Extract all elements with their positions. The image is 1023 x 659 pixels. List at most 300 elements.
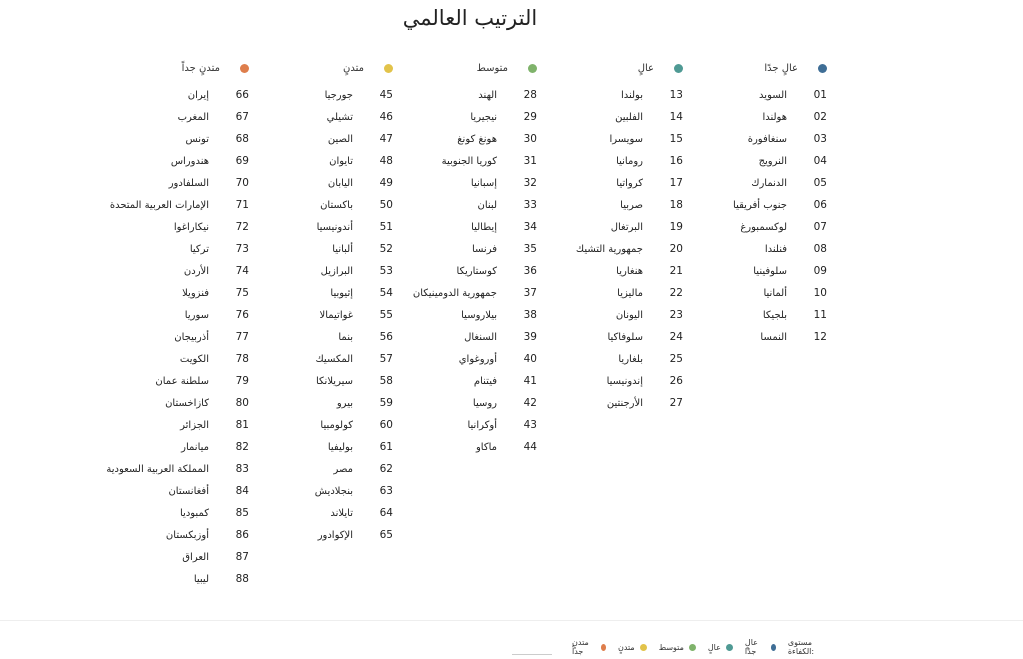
rank-number: 82 bbox=[235, 441, 249, 453]
level-label: متدنٍ جداً bbox=[181, 62, 220, 74]
country-name: تايوان bbox=[329, 155, 353, 167]
country-name: السويد bbox=[759, 89, 787, 101]
rank-number: 21 bbox=[669, 265, 683, 277]
country-name: أندونيسيا bbox=[316, 221, 353, 233]
ranking-row bbox=[523, 260, 683, 282]
rank-number: 77 bbox=[235, 331, 249, 343]
country-name: هولندا bbox=[762, 111, 787, 123]
country-name: هنغاريا bbox=[616, 265, 643, 277]
rank-number: 14 bbox=[669, 111, 683, 123]
rank-number: 18 bbox=[669, 199, 683, 211]
ranking-columns bbox=[0, 58, 1023, 598]
level-header bbox=[377, 58, 537, 78]
country-name: كوريا الجنوبية bbox=[441, 155, 497, 167]
country-name: فنلندا bbox=[764, 243, 787, 255]
country-name: إثيوبيا bbox=[330, 287, 353, 299]
footer-divider bbox=[0, 620, 1023, 621]
ranking-row bbox=[377, 414, 537, 436]
rank-number: 52 bbox=[379, 243, 393, 255]
ranking-row bbox=[89, 260, 249, 282]
country-name: أوكرانيا bbox=[467, 419, 497, 431]
country-name: سيريلانكا bbox=[315, 375, 353, 387]
legend-label: عالٍ bbox=[707, 642, 721, 652]
rank-number: 12 bbox=[813, 331, 827, 343]
ranking-list bbox=[667, 84, 827, 348]
country-name: الفلبين bbox=[615, 111, 643, 123]
legend-label: عالٍ جدًا bbox=[744, 638, 758, 656]
ranking-row bbox=[377, 172, 537, 194]
rank-number: 78 bbox=[235, 353, 249, 365]
country-name: بلغاريا bbox=[618, 353, 643, 365]
ranking-row bbox=[667, 150, 827, 172]
rank-number: 56 bbox=[379, 331, 393, 343]
country-name: إندونيسيا bbox=[606, 375, 643, 387]
country-name: أوزبكستان bbox=[165, 529, 209, 541]
ranking-row bbox=[89, 568, 249, 590]
ranking-list bbox=[523, 84, 683, 414]
ranking-row bbox=[89, 128, 249, 150]
country-name: تونس bbox=[185, 133, 209, 145]
rank-number: 03 bbox=[813, 133, 827, 145]
country-name: سويسرا bbox=[609, 133, 643, 145]
ranking-row bbox=[89, 502, 249, 524]
ranking-row bbox=[523, 150, 683, 172]
ranking-row bbox=[89, 106, 249, 128]
rank-number: 28 bbox=[523, 89, 537, 101]
country-name: سلوفينيا bbox=[753, 265, 787, 277]
level-column-very-low bbox=[89, 58, 249, 590]
ranking-row bbox=[233, 414, 393, 436]
country-name: إيطاليا bbox=[471, 221, 497, 233]
ranking-row bbox=[523, 106, 683, 128]
ranking-row bbox=[233, 282, 393, 304]
ranking-row bbox=[523, 128, 683, 150]
ranking-row bbox=[233, 502, 393, 524]
ranking-row bbox=[523, 370, 683, 392]
rank-number: 49 bbox=[379, 177, 393, 189]
level-header bbox=[233, 58, 393, 78]
country-name: جمهورية التشيك bbox=[575, 243, 643, 255]
ranking-row bbox=[377, 370, 537, 392]
ranking-row bbox=[233, 458, 393, 480]
rank-number: 61 bbox=[379, 441, 393, 453]
rank-number: 64 bbox=[379, 507, 393, 519]
ranking-row bbox=[89, 238, 249, 260]
ranking-row bbox=[89, 480, 249, 502]
ranking-row bbox=[667, 326, 827, 348]
ranking-row bbox=[89, 524, 249, 546]
ranking-row bbox=[89, 326, 249, 348]
country-name: كمبوديا bbox=[179, 507, 209, 519]
rank-number: 47 bbox=[379, 133, 393, 145]
rank-number: 59 bbox=[379, 397, 393, 409]
country-name: بيلاروسيا bbox=[461, 309, 497, 321]
ranking-list bbox=[377, 84, 537, 458]
rank-number: 63 bbox=[379, 485, 393, 497]
country-name: ألبانيا bbox=[332, 243, 353, 255]
level-column-very-high bbox=[667, 58, 827, 348]
legend-dot bbox=[601, 644, 606, 651]
ranking-row bbox=[667, 172, 827, 194]
ranking-row bbox=[523, 348, 683, 370]
ranking-row bbox=[523, 238, 683, 260]
rank-number: 24 bbox=[669, 331, 683, 343]
rank-number: 83 bbox=[235, 463, 249, 475]
rank-number: 71 bbox=[235, 199, 249, 211]
country-name: جمهورية الدومينيكان bbox=[412, 287, 497, 299]
country-name: نيجيريا bbox=[470, 111, 497, 123]
legend-label: متدنٍ جداً bbox=[572, 638, 589, 656]
country-name: بلجيكا bbox=[762, 309, 787, 321]
ranking-row bbox=[377, 238, 537, 260]
country-name: مصر bbox=[333, 463, 353, 475]
country-name: تشيلي bbox=[326, 111, 353, 123]
ranking-row bbox=[89, 436, 249, 458]
ranking-row bbox=[233, 106, 393, 128]
ranking-list bbox=[233, 84, 393, 546]
ranking-row bbox=[667, 84, 827, 106]
country-name: بوليفيا bbox=[327, 441, 353, 453]
country-name: بولندا bbox=[620, 89, 643, 101]
level-header bbox=[523, 58, 683, 78]
country-name: صربيا bbox=[620, 199, 643, 211]
country-name: البرتغال bbox=[610, 221, 643, 233]
ranking-row bbox=[377, 194, 537, 216]
legend-label: متدنٍ bbox=[617, 642, 635, 652]
country-name: العراق bbox=[182, 551, 209, 563]
rank-number: 68 bbox=[235, 133, 249, 145]
footer-underline bbox=[512, 654, 552, 655]
rank-number: 32 bbox=[523, 177, 537, 189]
country-name: فيتنام bbox=[473, 375, 497, 387]
ranking-row bbox=[377, 282, 537, 304]
country-name: بنجلاديش bbox=[314, 485, 353, 497]
ranking-row bbox=[233, 348, 393, 370]
rank-number: 07 bbox=[813, 221, 827, 233]
rank-number: 81 bbox=[235, 419, 249, 431]
ranking-row bbox=[667, 216, 827, 238]
rank-number: 40 bbox=[523, 353, 537, 365]
rank-number: 60 bbox=[379, 419, 393, 431]
legend-dot bbox=[640, 644, 647, 651]
level-column-low bbox=[233, 58, 393, 546]
level-dot bbox=[674, 64, 683, 73]
ranking-row bbox=[667, 238, 827, 260]
country-name: باكستان bbox=[320, 199, 353, 211]
rank-number: 36 bbox=[523, 265, 537, 277]
country-name: غواتيمالا bbox=[319, 309, 353, 321]
ranking-row bbox=[377, 436, 537, 458]
rank-number: 08 bbox=[813, 243, 827, 255]
ranking-row bbox=[377, 304, 537, 326]
country-name: روسيا bbox=[472, 397, 497, 409]
country-name: بيرو bbox=[336, 397, 353, 409]
ranking-row bbox=[667, 194, 827, 216]
ranking-row bbox=[233, 392, 393, 414]
country-name: سلطنة عمان bbox=[155, 375, 209, 387]
rank-number: 10 bbox=[813, 287, 827, 299]
ranking-row bbox=[233, 238, 393, 260]
ranking-row bbox=[89, 392, 249, 414]
ranking-row bbox=[89, 84, 249, 106]
rank-number: 80 bbox=[235, 397, 249, 409]
rank-number: 51 bbox=[379, 221, 393, 233]
ranking-row bbox=[523, 304, 683, 326]
rank-number: 85 bbox=[235, 507, 249, 519]
country-name: سوريا bbox=[184, 309, 209, 321]
rank-number: 16 bbox=[669, 155, 683, 167]
rank-number: 88 bbox=[235, 573, 249, 585]
ranking-row bbox=[233, 172, 393, 194]
rank-number: 45 bbox=[379, 89, 393, 101]
level-header bbox=[667, 58, 827, 78]
country-name: إسبانيا bbox=[470, 177, 497, 189]
country-name: هندوراس bbox=[170, 155, 209, 167]
legend-item-high bbox=[708, 643, 733, 652]
country-name: هونغ كونغ bbox=[457, 133, 497, 145]
legend-dot bbox=[726, 644, 733, 651]
ranking-row bbox=[89, 304, 249, 326]
ranking-row bbox=[233, 216, 393, 238]
level-label: عالٍ bbox=[637, 62, 654, 74]
rank-number: 39 bbox=[523, 331, 537, 343]
country-name: الإكوادور bbox=[317, 529, 353, 541]
rank-number: 53 bbox=[379, 265, 393, 277]
rank-number: 05 bbox=[813, 177, 827, 189]
ranking-row bbox=[233, 524, 393, 546]
country-name: النمسا bbox=[760, 331, 787, 343]
ranking-row bbox=[89, 370, 249, 392]
rank-number: 72 bbox=[235, 221, 249, 233]
chart-title: الترتيب العالمي bbox=[402, 6, 538, 30]
legend-item-moderate bbox=[659, 643, 696, 652]
ranking-row bbox=[89, 414, 249, 436]
ranking-row bbox=[89, 216, 249, 238]
rank-number: 62 bbox=[379, 463, 393, 475]
ranking-row bbox=[377, 216, 537, 238]
level-dot bbox=[240, 64, 249, 73]
ranking-row bbox=[377, 150, 537, 172]
ranking-row bbox=[667, 106, 827, 128]
ranking-row bbox=[233, 150, 393, 172]
ranking-row bbox=[667, 304, 827, 326]
ranking-row bbox=[667, 260, 827, 282]
rank-number: 50 bbox=[379, 199, 393, 211]
country-name: الإمارات العربية المتحدة bbox=[109, 199, 209, 211]
rank-number: 35 bbox=[523, 243, 537, 255]
level-dot bbox=[818, 64, 827, 73]
rank-number: 87 bbox=[235, 551, 249, 563]
rank-number: 37 bbox=[523, 287, 537, 299]
ranking-row bbox=[233, 304, 393, 326]
rank-number: 25 bbox=[669, 353, 683, 365]
country-name: الهند bbox=[478, 89, 497, 101]
ranking-row bbox=[523, 172, 683, 194]
country-name: كرواتيا bbox=[616, 177, 643, 189]
country-name: الصين bbox=[327, 133, 353, 145]
rank-number: 06 bbox=[813, 199, 827, 211]
country-name: تايلاند bbox=[330, 507, 353, 519]
country-name: ألمانيا bbox=[763, 287, 787, 299]
country-name: السلفادور bbox=[168, 177, 209, 189]
ranking-row bbox=[89, 150, 249, 172]
ranking-row bbox=[377, 348, 537, 370]
ranking-row bbox=[377, 260, 537, 282]
rank-number: 73 bbox=[235, 243, 249, 255]
country-name: الأردن bbox=[183, 265, 209, 277]
legend-dot bbox=[689, 644, 696, 651]
legend-item-very-high bbox=[745, 638, 776, 656]
country-name: السنغال bbox=[464, 331, 497, 343]
ranking-row bbox=[523, 326, 683, 348]
legend-item-very-low bbox=[572, 638, 606, 656]
rank-number: 43 bbox=[523, 419, 537, 431]
ranking-row bbox=[523, 194, 683, 216]
rank-number: 74 bbox=[235, 265, 249, 277]
country-name: الدنمارك bbox=[751, 177, 787, 189]
ranking-row bbox=[233, 326, 393, 348]
ranking-row bbox=[89, 458, 249, 480]
ranking-row bbox=[377, 84, 537, 106]
rank-number: 22 bbox=[669, 287, 683, 299]
country-name: اليونان bbox=[615, 309, 643, 321]
ranking-row bbox=[89, 172, 249, 194]
rank-number: 11 bbox=[813, 309, 827, 321]
ranking-row bbox=[233, 128, 393, 150]
country-name: كولومبيا bbox=[320, 419, 353, 431]
country-name: جورجيا bbox=[324, 89, 353, 101]
country-name: جنوب أفريقيا bbox=[733, 199, 787, 211]
country-name: المغرب bbox=[177, 111, 209, 123]
ranking-row bbox=[89, 348, 249, 370]
rank-number: 46 bbox=[379, 111, 393, 123]
rank-number: 15 bbox=[669, 133, 683, 145]
rank-number: 42 bbox=[523, 397, 537, 409]
country-name: ليبيا bbox=[193, 573, 209, 585]
ranking-row bbox=[667, 282, 827, 304]
country-name: الجزائر bbox=[180, 419, 209, 431]
country-name: الأرجنتين bbox=[606, 397, 643, 409]
rank-number: 79 bbox=[235, 375, 249, 387]
ranking-row bbox=[89, 546, 249, 568]
rank-number: 44 bbox=[523, 441, 537, 453]
country-name: لبنان bbox=[477, 199, 497, 211]
ranking-row bbox=[89, 194, 249, 216]
rank-number: 31 bbox=[523, 155, 537, 167]
country-name: أفغانستان bbox=[168, 485, 209, 497]
country-name: إيران bbox=[187, 89, 209, 101]
country-name: البرازيل bbox=[320, 265, 353, 277]
rank-number: 29 bbox=[523, 111, 537, 123]
country-name: ميانمار bbox=[181, 441, 209, 453]
rank-number: 66 bbox=[235, 89, 249, 101]
rank-number: 13 bbox=[669, 89, 683, 101]
country-name: رومانيا bbox=[616, 155, 643, 167]
rank-number: 65 bbox=[379, 529, 393, 541]
ranking-row bbox=[523, 392, 683, 414]
rank-number: 48 bbox=[379, 155, 393, 167]
rank-number: 02 bbox=[813, 111, 827, 123]
rank-number: 75 bbox=[235, 287, 249, 299]
level-label: عالٍ جدًا bbox=[764, 62, 798, 74]
rank-number: 54 bbox=[379, 287, 393, 299]
country-name: كازاخستان bbox=[165, 397, 209, 409]
legend-label: متوسط bbox=[658, 642, 684, 652]
legend bbox=[560, 638, 830, 656]
rank-number: 57 bbox=[379, 353, 393, 365]
country-name: الكويت bbox=[179, 353, 209, 365]
country-name: المملكة العربية السعودية bbox=[106, 463, 209, 475]
country-name: لوكسمبورغ bbox=[740, 221, 787, 233]
ranking-row bbox=[233, 260, 393, 282]
level-column-high bbox=[523, 58, 683, 414]
country-name: ماكاو bbox=[475, 441, 497, 453]
rank-number: 33 bbox=[523, 199, 537, 211]
country-name: بنما bbox=[338, 331, 353, 343]
ranking-row bbox=[233, 480, 393, 502]
country-name: النرويج bbox=[758, 155, 787, 167]
rank-number: 41 bbox=[523, 375, 537, 387]
rank-number: 17 bbox=[669, 177, 683, 189]
ranking-row bbox=[233, 194, 393, 216]
rank-number: 58 bbox=[379, 375, 393, 387]
country-name: نيكاراغوا bbox=[173, 221, 209, 233]
country-name: فرنسا bbox=[471, 243, 497, 255]
rank-number: 34 bbox=[523, 221, 537, 233]
country-name: سنغافورة bbox=[747, 133, 787, 145]
level-column-moderate bbox=[377, 58, 537, 458]
ranking-row bbox=[377, 106, 537, 128]
rank-number: 04 bbox=[813, 155, 827, 167]
ranking-row bbox=[523, 282, 683, 304]
rank-number: 86 bbox=[235, 529, 249, 541]
level-label: متدنٍ bbox=[343, 62, 364, 74]
country-name: أذربيجان bbox=[174, 331, 209, 343]
legend-item-low bbox=[618, 643, 647, 652]
ranking-row bbox=[377, 392, 537, 414]
ranking-row bbox=[523, 84, 683, 106]
rank-number: 23 bbox=[669, 309, 683, 321]
ranking-row bbox=[233, 84, 393, 106]
country-name: ماليزيا bbox=[617, 287, 643, 299]
ranking-row bbox=[523, 216, 683, 238]
rank-number: 09 bbox=[813, 265, 827, 277]
ranking-row bbox=[233, 370, 393, 392]
country-name: فنزويلا bbox=[182, 287, 209, 299]
country-name: اليابان bbox=[327, 177, 353, 189]
rank-number: 01 bbox=[813, 89, 827, 101]
ranking-row bbox=[233, 436, 393, 458]
level-label: متوسط bbox=[476, 62, 508, 74]
rank-number: 26 bbox=[669, 375, 683, 387]
rank-number: 84 bbox=[235, 485, 249, 497]
ranking-row bbox=[89, 282, 249, 304]
country-name: سلوفاكيا bbox=[607, 331, 643, 343]
country-name: تركيا bbox=[189, 243, 209, 255]
rank-number: 19 bbox=[669, 221, 683, 233]
ranking-row bbox=[377, 326, 537, 348]
ranking-list bbox=[89, 84, 249, 590]
rank-number: 55 bbox=[379, 309, 393, 321]
legend-dot bbox=[771, 644, 776, 651]
rank-number: 67 bbox=[235, 111, 249, 123]
country-name: المكسيك bbox=[315, 353, 353, 365]
rank-number: 27 bbox=[669, 397, 683, 409]
ranking-row bbox=[377, 128, 537, 150]
rank-number: 69 bbox=[235, 155, 249, 167]
rank-number: 70 bbox=[235, 177, 249, 189]
rank-number: 20 bbox=[669, 243, 683, 255]
